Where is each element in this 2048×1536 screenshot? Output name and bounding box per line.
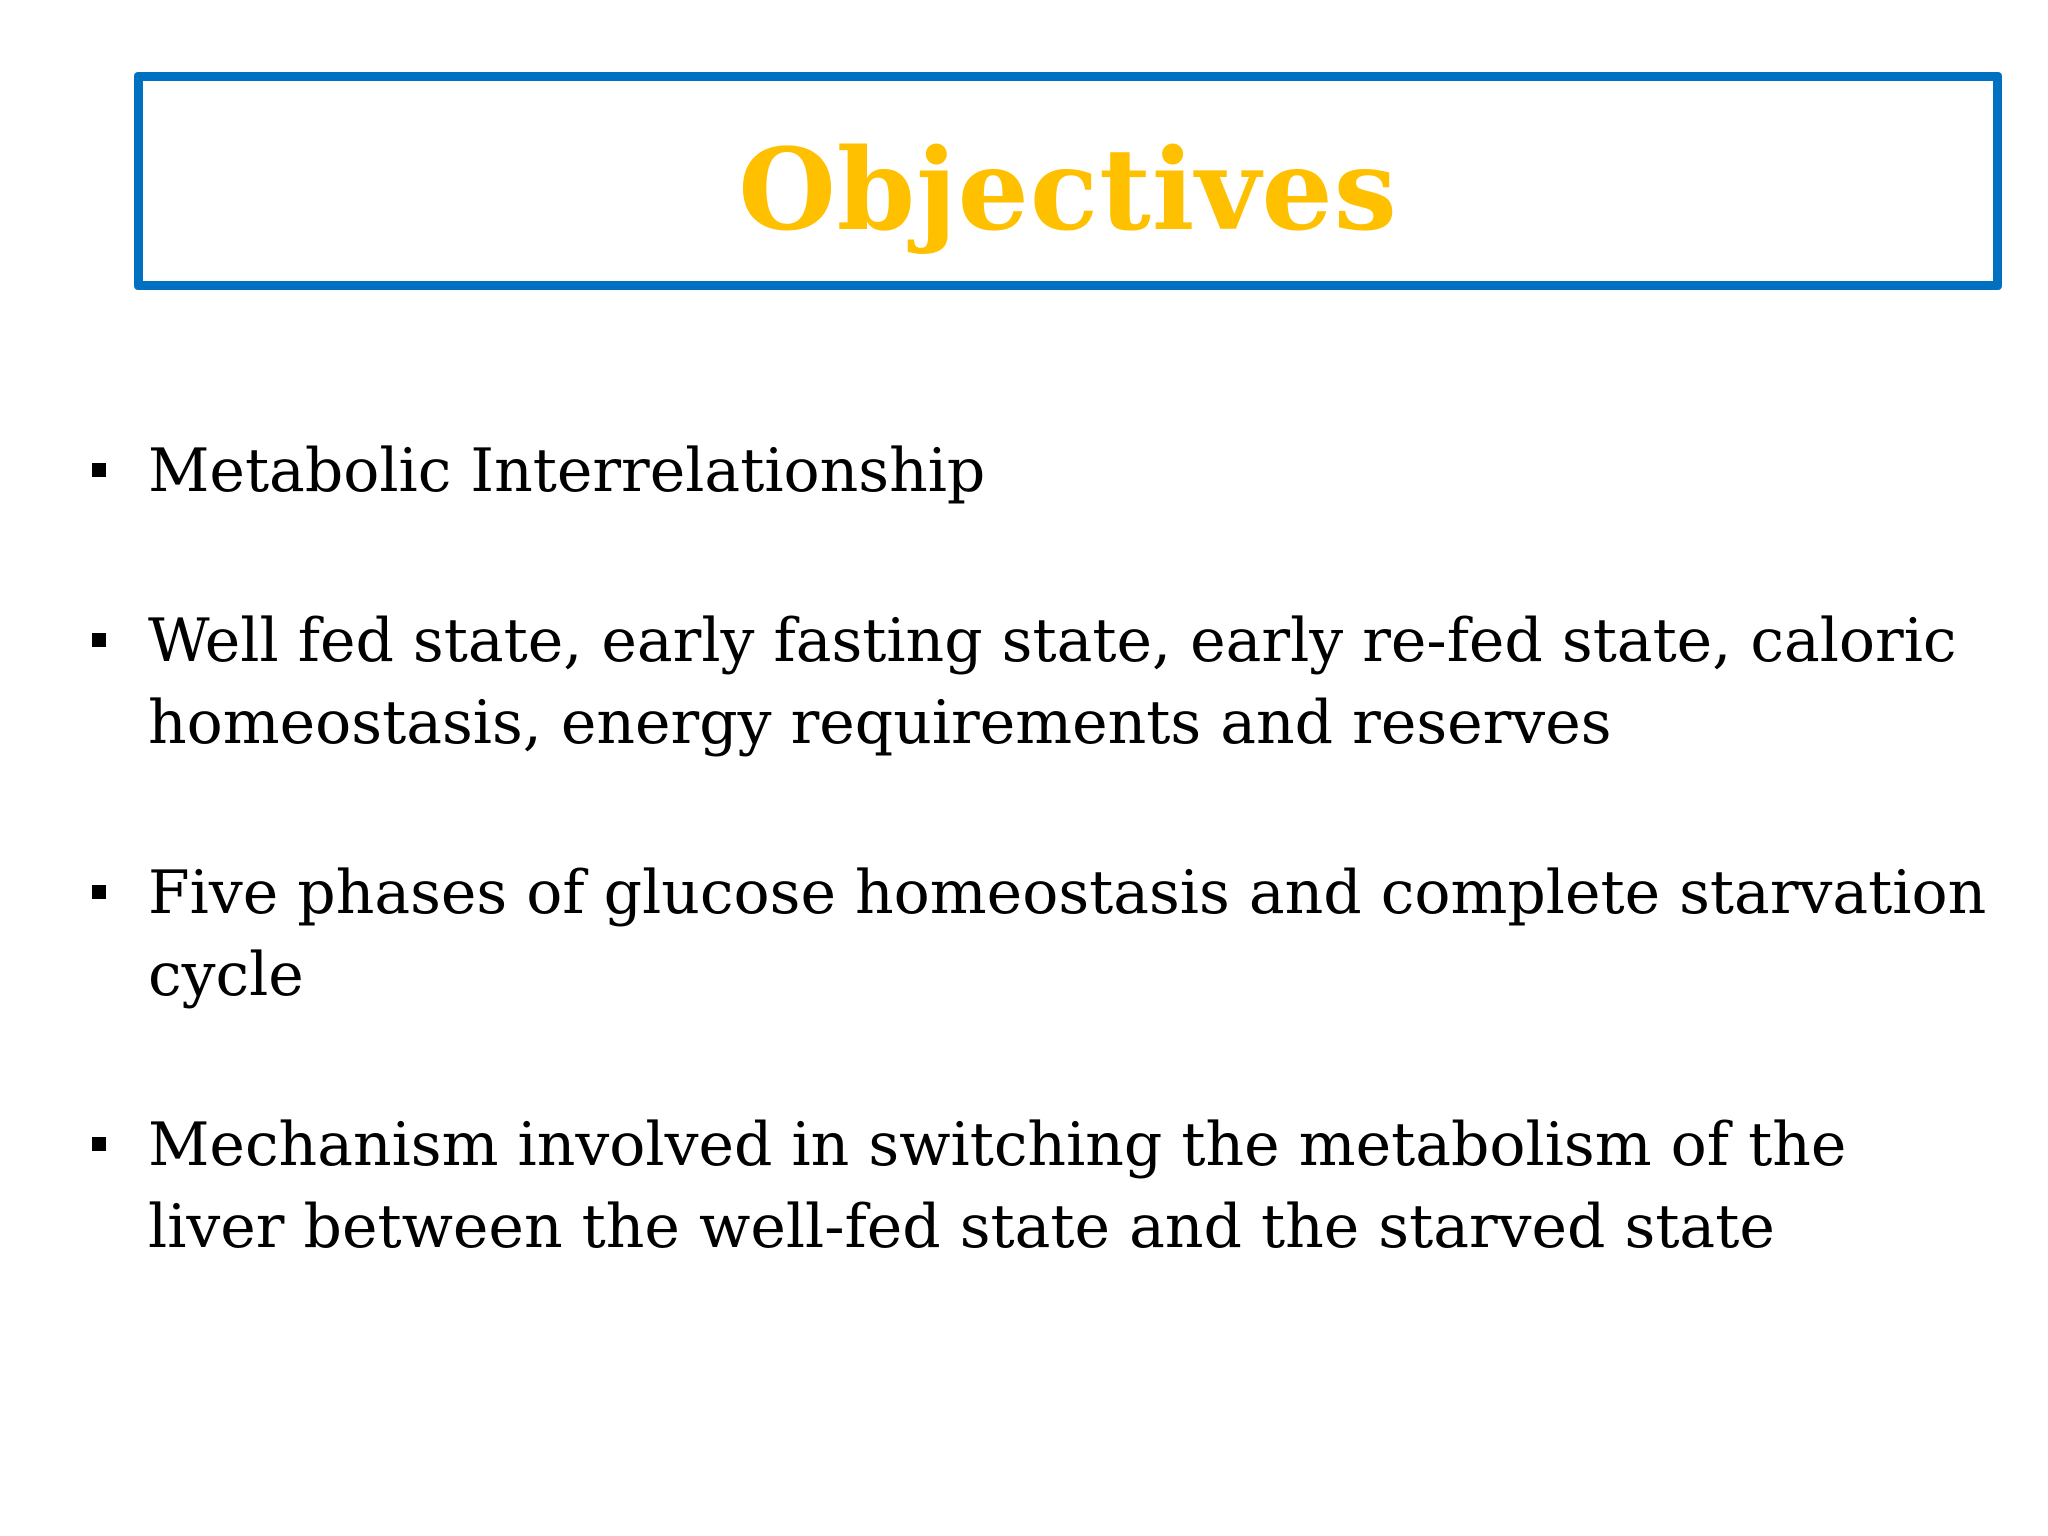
list-item-text: Five phases of glucose homeostasis and complete starvation cycle <box>148 858 1987 1010</box>
list-item-text: Well fed state, early fasting state, early re-fed state, caloric homeostasis, energy requirements and reserves <box>148 606 1957 758</box>
square-bullet-icon <box>92 633 106 647</box>
list-item <box>88 600 1988 764</box>
square-bullet-icon <box>92 463 106 477</box>
list-item <box>88 1104 1988 1268</box>
list-item <box>88 430 1988 512</box>
title-frame <box>134 72 2002 290</box>
objectives-list <box>88 430 1988 1268</box>
list-item <box>88 852 1988 1016</box>
slide-title: Objectives <box>738 125 1398 256</box>
square-bullet-icon <box>92 1137 106 1151</box>
square-bullet-icon <box>92 885 106 899</box>
list-item-text: Mechanism involved in switching the metabolism of the liver between the well-fed state and the starved state <box>148 1110 1847 1262</box>
list-item-text: Metabolic Interrelationship <box>148 436 986 506</box>
